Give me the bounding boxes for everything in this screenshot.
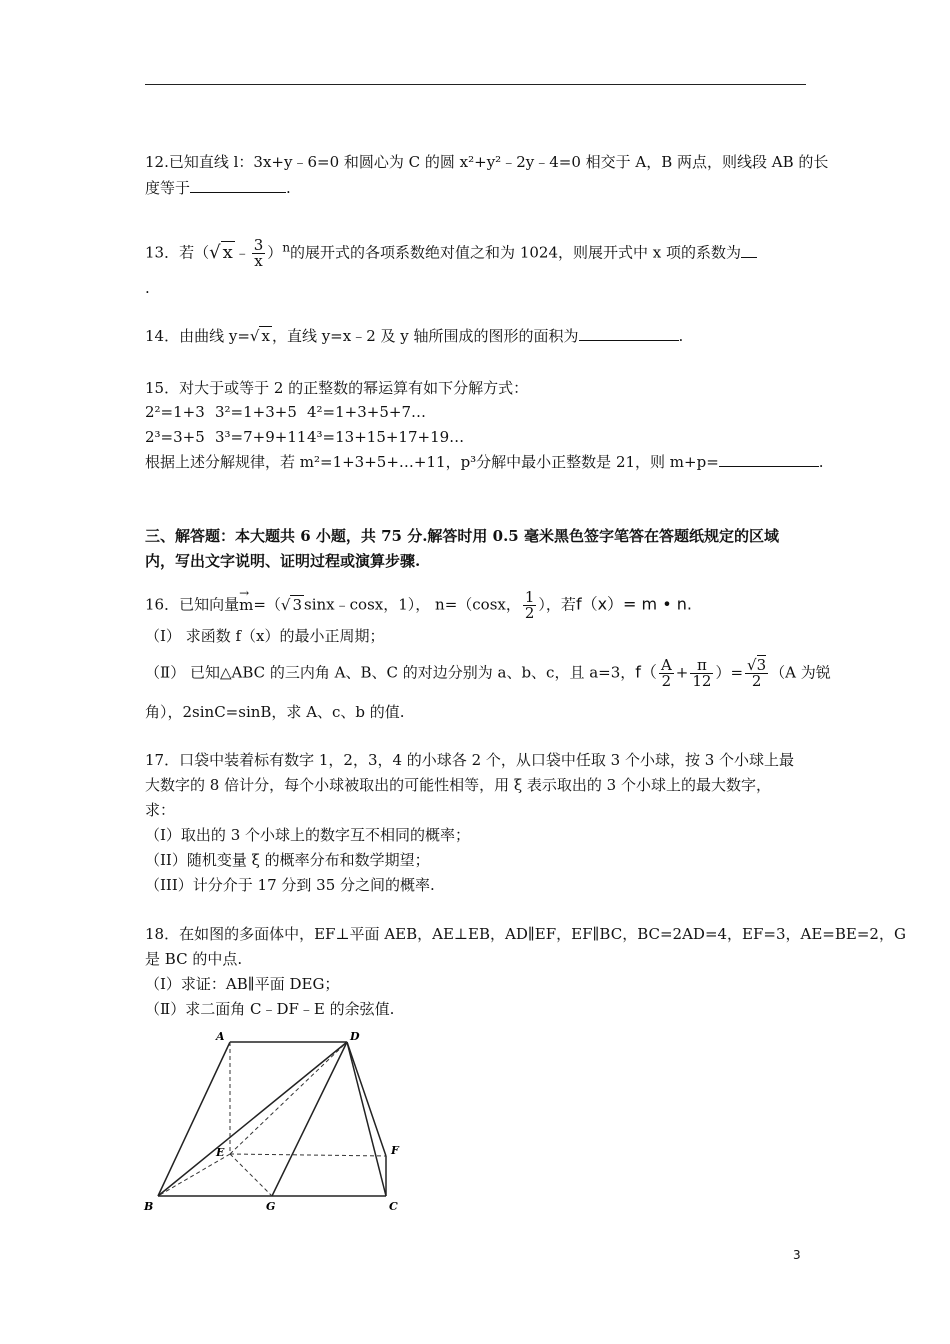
- q15-row2: [145, 427, 464, 447]
- answer-blank: [719, 452, 819, 467]
- q16-n-frac-den: 2: [524, 604, 535, 622]
- q14-sqrt-arg: x: [261, 327, 270, 345]
- q14-line: [145, 326, 683, 346]
- q15-title: 15．对大于或等于 2 的正整数的幂运算有如下分解方式：: [145, 379, 529, 397]
- frac-den: 2: [661, 672, 672, 690]
- section3-line2: 内，写出文字说明、证明过程或演算步骤.: [145, 552, 421, 570]
- q15-row1: [145, 402, 426, 422]
- label-F: F: [391, 1144, 399, 1157]
- q15-line3: [145, 452, 824, 472]
- edge-EF: [230, 1154, 386, 1156]
- q16-n-frac: [523, 590, 537, 621]
- q15-end: .: [818, 453, 824, 471]
- label-E: E: [216, 1146, 225, 1159]
- label-C: C: [389, 1200, 398, 1213]
- q16-part2-c: 角），2sinC=sinB，求 A、c、b 的值.: [145, 703, 405, 721]
- q15-row1-c1: 2²=1+3: [145, 403, 205, 421]
- sqrt-symbol: √ x: [249, 327, 270, 345]
- edge-DG: [272, 1042, 347, 1196]
- q13-fraction: [252, 238, 266, 269]
- q13-prefix: 13．若（: [145, 243, 210, 262]
- q14-text: ，直线 y=x﹣2 及 y 轴所围成的图形的面积为: [271, 327, 579, 345]
- q16-prefix: 16．已知向量: [145, 595, 240, 614]
- q16-m-sqrt: 3: [292, 595, 303, 614]
- label-G: G: [266, 1200, 276, 1213]
- edge-EG: [230, 1154, 272, 1196]
- q16-part2-f: f（: [635, 662, 657, 682]
- q13-line2: .: [145, 279, 150, 297]
- header-rule: [145, 84, 806, 85]
- q17-part1: （I）取出的 3 个小球上的数字互不相同的概率；: [145, 826, 471, 844]
- q17-line2: 大数字的 8 倍计分，每个小球被取出的可能性相等，用 ξ 表示取出的 3 个小球上的最大数字，: [145, 776, 771, 794]
- q17-line3: 求：: [145, 801, 176, 819]
- q16-n-frac-num: 1: [524, 588, 535, 606]
- section3-line1: 三、解答题：本大题共 6 小题，共 75 分.解答时用 0.5 毫米黑色签字笔答在答题纸规定的区域: [145, 527, 779, 545]
- q16-f-expr: f（x）= m • n.: [575, 594, 692, 614]
- q15-row2-c2: 3³=7+9+11: [215, 428, 307, 446]
- polyhedron-figure: [140, 1026, 410, 1216]
- q14-end: .: [678, 327, 684, 345]
- q16-part2-b: （A 为锐: [770, 663, 831, 682]
- q14-prefix: 14．由曲线 y=: [145, 327, 250, 345]
- q13-frac-num: 3: [253, 236, 264, 254]
- q17-part3: （III）计分介于 17 分到 35 分之间的概率.: [145, 876, 435, 894]
- q15-row1-c3: 4²=1+3+5+7…: [307, 403, 427, 421]
- q16-frac-sqrt3-2: [745, 658, 768, 689]
- answer-blank: [741, 243, 757, 258]
- q16-sqrt3: 3: [756, 656, 767, 674]
- q15-row1-c2: 3²=1+3+5: [215, 403, 297, 421]
- q18-line1: 18．在如图的多面体中，EF⊥平面 AEB，AE⊥EB，AD∥EF，EF∥BC，BC=2AD=4，EF=3，AE=BE=2，G: [145, 925, 906, 943]
- frac-num: A: [660, 656, 672, 674]
- vector-m: [239, 585, 254, 615]
- q13-line1: [145, 238, 757, 269]
- q15-row2-c1: 2³=3+5: [145, 428, 205, 446]
- q13-close: ）: [267, 243, 283, 262]
- edge-DC: [347, 1042, 386, 1196]
- q18-line2: 是 BC 的中点.: [145, 950, 243, 968]
- q16-part2: [145, 658, 831, 689]
- q13-frac-den: x: [254, 252, 263, 270]
- frac-den: 12: [692, 672, 712, 690]
- q16-frac-a2: [659, 658, 674, 689]
- label-D: D: [350, 1030, 360, 1043]
- edge-DF: [347, 1042, 386, 1156]
- q16-part1: （Ⅰ） 求函数 f（x）的最小正周期；: [145, 627, 385, 645]
- edge-AB: [158, 1042, 230, 1196]
- frac-num: π: [690, 658, 713, 674]
- q16-m-eq: =（: [253, 595, 281, 614]
- vector-arrow-icon: →: [239, 585, 250, 600]
- answer-blank: [190, 178, 286, 193]
- q12-end: .: [286, 179, 291, 197]
- sqrt-symbol: √ x: [209, 241, 233, 263]
- q12-line2: [145, 178, 291, 198]
- sqrt-symbol: √ 3: [280, 595, 303, 614]
- q17-line1: 17．口袋中装着标有数字 1，2，3，4 的小球各 2 个，从口袋中任取 3 个小球，按 3 个小球上最: [145, 751, 795, 769]
- edge-ED: [230, 1042, 347, 1154]
- label-B: B: [144, 1200, 154, 1213]
- q16-n-close: ），若: [538, 595, 576, 614]
- edge-EB: [158, 1154, 230, 1196]
- edge-DB: [158, 1042, 347, 1196]
- q12-line2-text: 度等于: [145, 179, 191, 197]
- q18-part2: （Ⅱ）求二面角 C﹣DF﹣E 的余弦值.: [145, 1000, 395, 1018]
- answer-blank: [579, 326, 679, 341]
- sqrt-symbol: √: [747, 656, 757, 674]
- frac-den: 2: [751, 672, 762, 690]
- q13-power: n: [282, 240, 291, 255]
- label-A: A: [216, 1030, 225, 1043]
- q16-eq: ）=: [715, 663, 744, 682]
- q18-part1: （Ⅰ）求证：AB∥平面 DEG；: [145, 975, 340, 993]
- q16-m-rest: sinx﹣cosx，1），: [304, 595, 431, 614]
- q16-n-part: n=（cosx，: [435, 595, 521, 614]
- q16-line1: [145, 585, 692, 622]
- q16-m-vec: m: [239, 595, 254, 614]
- q15-row2-c3: 4³=13+15+17+19…: [307, 428, 465, 446]
- page-number: 3: [793, 1248, 801, 1262]
- q16-plus: +: [675, 663, 689, 682]
- q13-minus: ﹣: [234, 243, 250, 262]
- q17-part2: （II）随机变量 ξ 的概率分布和数学期望；: [145, 851, 430, 869]
- q16-frac-pi12: [690, 658, 713, 689]
- q16-part2-a: （Ⅱ） 已知△ABC 的三内角 A、B、C 的对边分别为 a、b、c，且 a=3，: [145, 663, 636, 682]
- q12-line1: 12.已知直线 l：3x+y﹣6=0 和圆心为 C 的圆 x²+y²﹣2y﹣4=0 相交于 A，B 两点，则线段 AB 的长: [145, 153, 829, 171]
- q15-line3-text: 根据上述分解规律，若 m²=1+3+5+…+11，p³分解中最小正整数是 21，则 m+p=: [145, 453, 719, 471]
- q13-text: 的展开式的各项系数绝对值之和为 1024，则展开式中 x 项的系数为: [290, 243, 741, 262]
- q13-sqrt-arg: x: [222, 241, 233, 263]
